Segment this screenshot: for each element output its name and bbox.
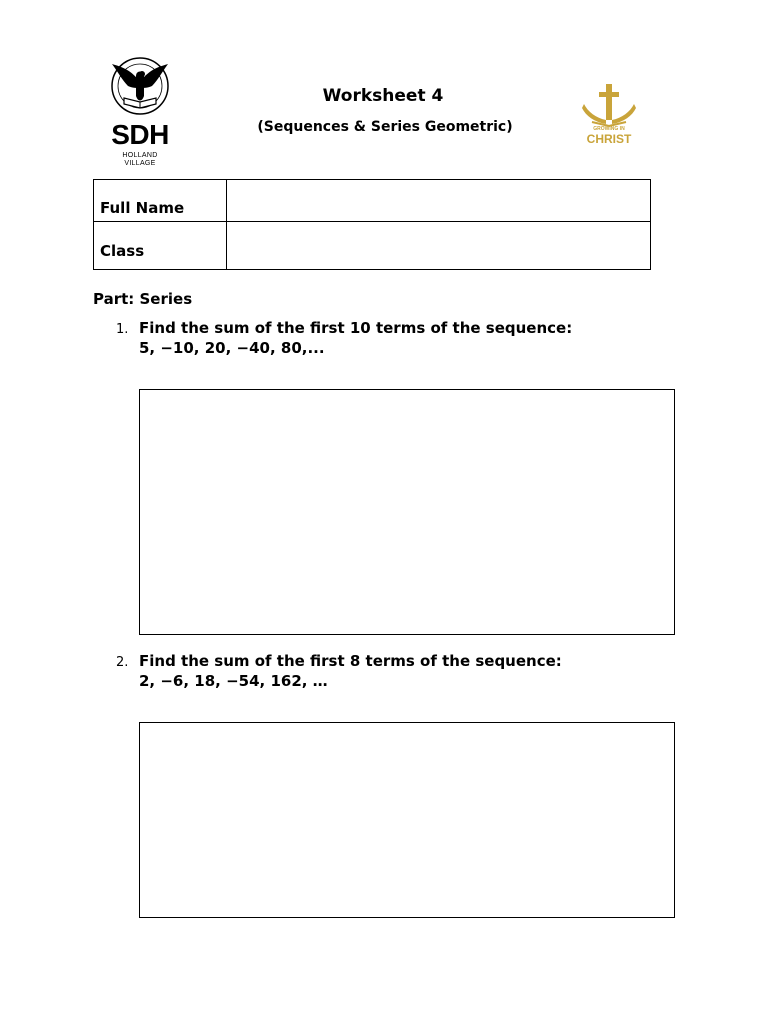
- worksheet-title: Worksheet 4: [322, 86, 444, 106]
- worksheet-subtitle: (Sequences & Series Geometric): [257, 119, 513, 135]
- motto-line1: GROWING IN: [593, 126, 625, 132]
- question-sequence: 2, −6, 18, −54, 162, …: [139, 672, 328, 690]
- motto-line2: CHRIST: [586, 132, 632, 146]
- motto-logo: [578, 82, 640, 152]
- school-location: [100, 152, 180, 168]
- section-title: Part: Series: [93, 290, 193, 308]
- question-number: 2.: [116, 655, 129, 670]
- cross-hands-icon: [578, 82, 640, 128]
- full-name-label: Full Name: [94, 180, 227, 222]
- school-logo: [100, 54, 180, 168]
- school-location-line1: HOLLAND: [122, 152, 158, 159]
- question-prompt: Find the sum of the first 10 terms of the sequence:: [139, 319, 573, 337]
- school-location-line2: VILLAGE: [124, 160, 156, 167]
- question-sequence: 5, −10, 20, −40, 80,...: [139, 339, 325, 357]
- question-prompt: Find the sum of the first 8 terms of the sequence:: [139, 652, 562, 670]
- class-field[interactable]: [227, 222, 651, 270]
- eagle-crest-icon: [106, 54, 174, 118]
- full-name-field[interactable]: [227, 180, 651, 222]
- table-row: [94, 222, 651, 270]
- school-abbreviation: SDH: [111, 119, 169, 150]
- class-label: Class: [94, 222, 227, 270]
- question-number: 1.: [116, 322, 129, 337]
- table-row: [94, 180, 651, 222]
- student-info-table: [93, 179, 651, 270]
- answer-box[interactable]: [139, 722, 675, 918]
- answer-box[interactable]: [139, 389, 675, 635]
